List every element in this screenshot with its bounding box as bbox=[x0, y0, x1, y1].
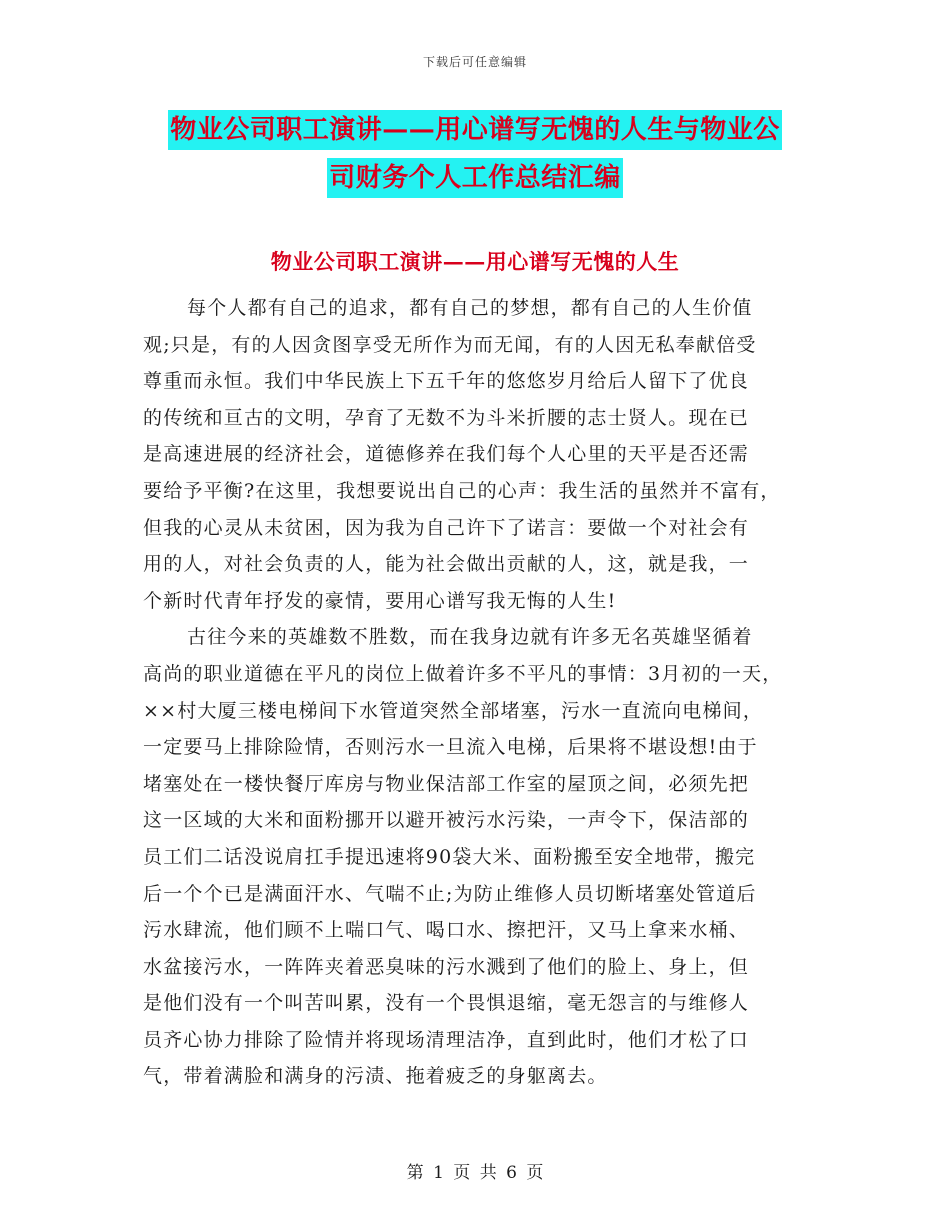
paragraph-line: 每个人都有自己的追求，都有自己的梦想，都有自己的人生价值 bbox=[187, 297, 753, 319]
paragraph bbox=[143, 290, 819, 619]
paragraph-line: 高尚的职业道德在平凡的岗位上做着许多不平凡的事情：3月初的一天， bbox=[143, 662, 783, 685]
paragraph-line: 气，带着满脸和满身的污渍、拖着疲乏的身躯离去。 bbox=[143, 1065, 608, 1088]
paragraph-line: 污水肆流，他们顾不上喘口气、喝口水、擦把汗，又马上拿来水桶、 bbox=[143, 919, 750, 942]
paragraph-line: 员齐心协力排除了险情并将现场清理洁净，直到此时，他们才松了口 bbox=[143, 1028, 750, 1051]
section-heading: 物业公司职工演讲——用心谱写无愧的人生 bbox=[270, 249, 680, 274]
paragraph-line: 个新时代青年抒发的豪情，要用心谱写我无悔的人生! bbox=[143, 589, 617, 612]
page-header-note: 下载后可任意编辑 bbox=[422, 55, 527, 69]
paragraph-line: 是他们没有一个叫苦叫累，没有一个畏惧退缩，毫无怨言的与维修人 bbox=[143, 992, 750, 1015]
paragraph-line: 观;只是，有的人因贪图享受无所作为而无闻，有的人因无私奉献倍受 bbox=[143, 333, 757, 356]
document-body bbox=[143, 290, 819, 1095]
paragraph-line: 用的人，对社会负责的人，能为社会做出贡献的人，这，就是我，一 bbox=[143, 553, 750, 576]
paragraph-line: 古往今来的英雄数不胜数，而在我身边就有许多无名英雄坚循着 bbox=[187, 626, 753, 649]
paragraph-line: 但我的心灵从未贫困，因为我为自己许下了诺言：要做一个对社会有 bbox=[143, 516, 750, 539]
document-title bbox=[0, 110, 950, 198]
paragraph-line: 员工们二话没说肩扛手提迅速将90袋大米、面粉搬至安全地带，搬完 bbox=[143, 845, 756, 868]
paragraph-line: 要给予平衡?在这里，我想要说出自己的心声：我生活的虽然并不富有， bbox=[143, 479, 781, 502]
paragraph-line: 后一个个已是满面汗水、气喘不止;为防止维修人员切断堵塞处管道后 bbox=[143, 882, 757, 905]
paragraph-line: 一定要马上排除险情，否则污水一旦流入电梯，后果将不堪设想!由于 bbox=[143, 736, 758, 759]
paragraph-line: 的传统和亘古的文明，孕育了无数不为斗米折腰的志士贤人。现在已 bbox=[143, 406, 750, 429]
document-title-line-1: 物业公司职工演讲——用心谱写无愧的人生与物业公 bbox=[168, 110, 782, 150]
paragraph-line: 这一区域的大米和面粉挪开以避开被污水污染，一声令下，保洁部的 bbox=[143, 809, 750, 832]
paragraph bbox=[143, 619, 819, 1095]
paragraph-line: ××村大厦三楼电梯间下水管道突然全部堵塞，污水一直流向电梯间， bbox=[143, 699, 764, 722]
page-number: 第 1 页 共 6 页 bbox=[406, 1163, 544, 1183]
paragraph-line: 尊重而永恒。我们中华民族上下五千年的悠悠岁月给后人留下了优良 bbox=[143, 370, 750, 393]
paragraph-line: 堵塞处在一楼快餐厅库房与物业保洁部工作室的屋顶之间，必须先把 bbox=[143, 772, 750, 795]
paragraph-line: 是高速进展的经济社会，道德修养在我们每个人心里的天平是否还需 bbox=[143, 443, 750, 466]
paragraph-line: 水盆接污水，一阵阵夹着恶臭味的污水溅到了他们的脸上、身上，但 bbox=[143, 955, 750, 978]
document-title-line-2: 司财务个人工作总结汇编 bbox=[327, 158, 623, 198]
